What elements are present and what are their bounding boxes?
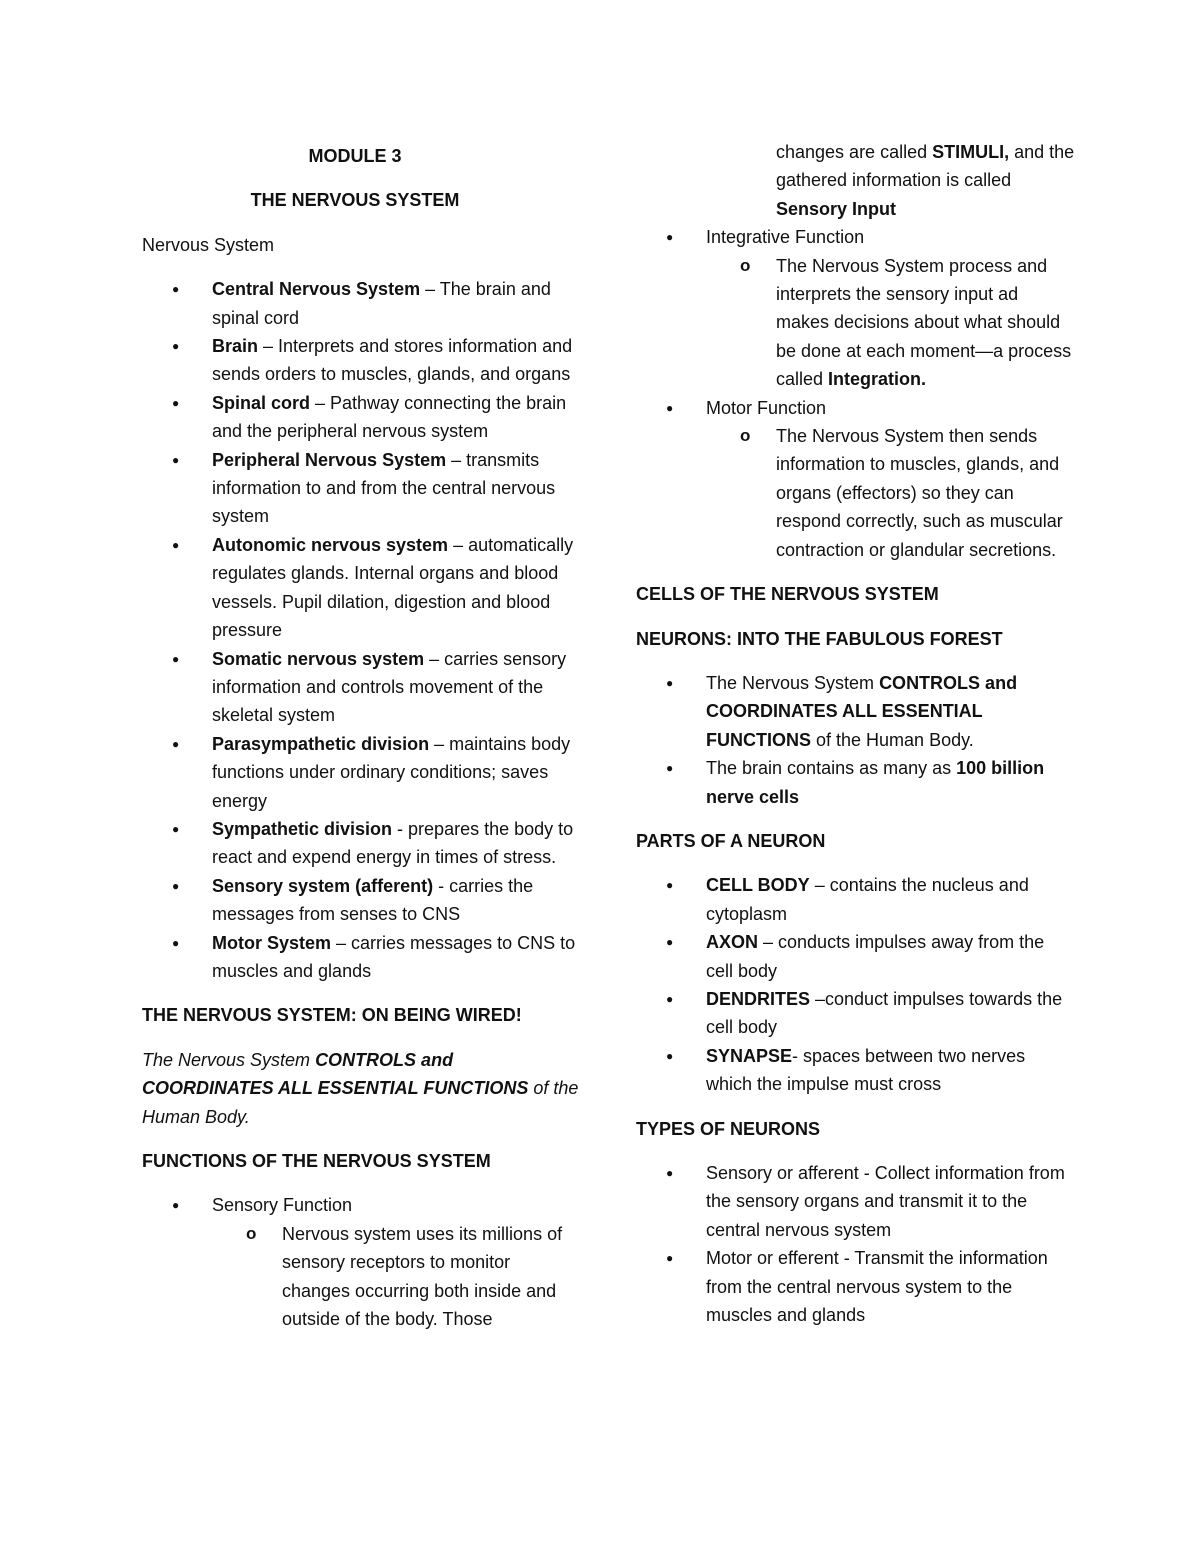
right-column bbox=[636, 138, 1076, 1345]
list-item: ● Parasympathetic division – maintains body functions under ordinary conditions; saves energy bbox=[142, 730, 582, 815]
list-item: ● SYNAPSE- spaces between two nerves which the impulse must cross bbox=[636, 1042, 1076, 1099]
wired-heading: THE NERVOUS SYSTEM: ON BEING WIRED! bbox=[142, 1005, 522, 1026]
left-column bbox=[142, 138, 582, 1349]
sub-list-item: o The Nervous System process and interprets the sensory input ad makes decisions about what should be done at each moment—a process called Integration. bbox=[706, 252, 1076, 394]
list-item: ● Sensory or afferent - Collect information from the sensory organs and transmit it to the central nervous system bbox=[636, 1159, 1076, 1244]
list-item: ● DENDRITES –conduct impulses towards the cell body bbox=[636, 985, 1076, 1042]
document-title: THE NERVOUS SYSTEM bbox=[250, 190, 460, 211]
functions-list-continued bbox=[636, 223, 1076, 564]
sensory-continuation: changes are called STIMULI, and the gathered information is called Sensory Input bbox=[776, 142, 1075, 219]
types-heading: TYPES OF NEURONS bbox=[636, 1118, 821, 1139]
list-item: ● AXON – conducts impulses away from the cell body bbox=[636, 928, 1076, 985]
sub-list-item: o Nervous system uses its millions of sensory receptors to monitor changes occurring both inside and outside of the body. Those bbox=[212, 1220, 582, 1334]
list-item: ● Sensory Function o Nervous system uses its millions of sensory receptors to monitor changes occurring both inside and outside of the body. Those bbox=[142, 1191, 582, 1333]
list-item: ● Somatic nervous system – carries sensory information and controls movement of the skeletal system bbox=[142, 645, 582, 730]
list-item: ● The Nervous System CONTROLS and COORDINATES ALL ESSENTIAL FUNCTIONS of the Human Body. bbox=[636, 669, 1076, 754]
list-item: ● Spinal cord – Pathway connecting the brain and the peripheral nervous system bbox=[142, 389, 582, 446]
list-item: ● Peripheral Nervous System – transmits information to and from the central nervous system bbox=[142, 446, 582, 531]
cells-heading: CELLS OF THE NERVOUS SYSTEM bbox=[636, 584, 939, 605]
neurons-heading: NEURONS: INTO THE FABULOUS FOREST bbox=[636, 628, 1003, 649]
list-item: ● Motor or efferent - Transmit the information from the central nervous system to the muscles and glands bbox=[636, 1244, 1076, 1329]
list-item: ● Integrative Function o The Nervous System process and interprets the sensory input ad makes decisions about what should be done at each moment—a process called Integration. bbox=[636, 223, 1076, 393]
wired-paragraph: The Nervous System CONTROLS and COORDINATES ALL ESSENTIAL FUNCTIONS of the Human Body. bbox=[142, 1049, 579, 1127]
neurons-list bbox=[636, 669, 1076, 811]
functions-list bbox=[142, 1191, 582, 1333]
sub-list bbox=[212, 1220, 582, 1334]
list-item: ● Autonomic nervous system – automatically regulates glands. Internal organs and blood vessels. Pupil dilation, digestion and blood pressure bbox=[142, 531, 582, 645]
types-list bbox=[636, 1159, 1076, 1329]
list-item: ● Sympathetic division - prepares the body to react and expend energy in times of stress. bbox=[142, 815, 582, 872]
list-item: ● Motor System – carries messages to CNS to muscles and glands bbox=[142, 929, 582, 986]
list-item: ● Brain – Interprets and stores information and sends orders to muscles, glands, and organs bbox=[142, 332, 582, 389]
list-item: ● Motor Function o The Nervous System then sends information to muscles, glands, and organs (effectors) so they can respond correctly, such as muscular contraction or glandular secretions. bbox=[636, 394, 1076, 564]
sub-list bbox=[706, 422, 1076, 564]
list-item: ● The brain contains as many as 100 billion nerve cells bbox=[636, 754, 1076, 811]
parts-heading: PARTS OF A NEURON bbox=[636, 830, 826, 851]
list-item: ● CELL BODY – contains the nucleus and cytoplasm bbox=[636, 871, 1076, 928]
functions-heading: FUNCTIONS OF THE NERVOUS SYSTEM bbox=[142, 1151, 491, 1171]
sub-list bbox=[706, 252, 1076, 394]
module-title: MODULE 3 bbox=[308, 146, 402, 166]
sub-list-item: o The Nervous System then sends information to muscles, glands, and organs (effectors) so they can respond correctly, such as muscular contraction or glandular secretions. bbox=[706, 422, 1076, 564]
list-item: ● Sensory system (afferent) - carries the messages from senses to CNS bbox=[142, 872, 582, 929]
parts-list bbox=[636, 871, 1076, 1098]
nervous-system-list bbox=[142, 275, 582, 985]
list-item: ● Central Nervous System – The brain and spinal cord bbox=[142, 275, 582, 332]
section-label: Nervous System bbox=[142, 234, 275, 255]
